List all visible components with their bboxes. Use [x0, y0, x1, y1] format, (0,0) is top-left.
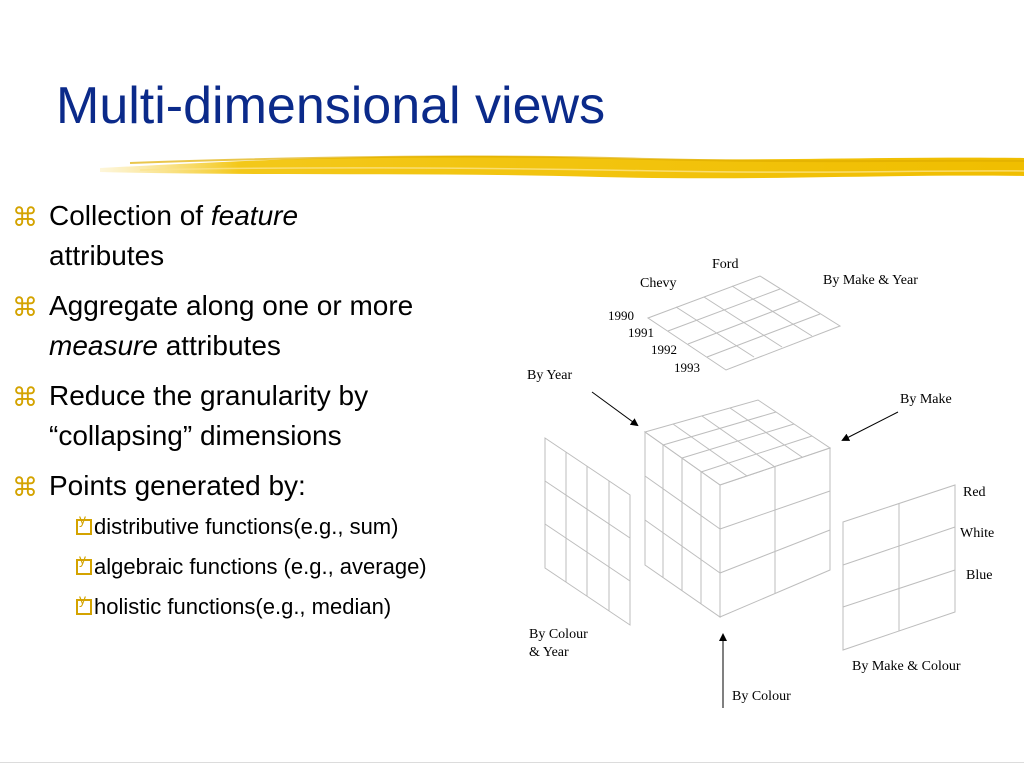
sub-bullet-text: algebraic functions (e.g., average)	[94, 554, 427, 579]
command-bullet-icon: ⌘	[12, 202, 38, 232]
bullet-emphasis: measure	[49, 330, 158, 361]
command-bullet-icon: ⌘	[12, 472, 38, 502]
sub-bullet-text: distributive functions(e.g., sum)	[94, 514, 399, 539]
year-label-1993: 1993	[674, 360, 700, 375]
checkbox-bullet-icon: y	[76, 599, 92, 615]
bullet-text: Aggregate along one or more	[49, 290, 414, 321]
slide-title: Multi-dimensional views	[56, 77, 606, 135]
make-label-ford: Ford	[712, 257, 739, 272]
left-plane-grid	[545, 438, 630, 625]
year-label-1990: 1990	[608, 308, 634, 323]
command-bullet-icon: ⌘	[12, 382, 38, 412]
left-plane-caption-line2: & Year	[529, 645, 569, 660]
right-plane-grid	[843, 485, 955, 650]
top-plane-caption: By Make & Year	[823, 273, 918, 288]
bullet-text: Collection of	[49, 200, 211, 231]
sub-bullet-text: holistic functions(e.g., median)	[94, 594, 392, 619]
by-make-label: By Make	[900, 392, 952, 407]
year-label-1992: 1992	[651, 342, 677, 357]
command-bullet-icon: ⌘	[12, 292, 38, 322]
bullet-text: attributes	[157, 330, 281, 361]
checkbox-bullet-icon: y	[76, 519, 92, 535]
bullet-emphasis: feature	[210, 200, 299, 231]
by-year-label: By Year	[527, 368, 573, 383]
colour-label-red: Red	[963, 485, 986, 500]
bullet-text: Points generated by:	[49, 470, 306, 501]
year-label-1991: 1991	[628, 325, 654, 340]
main-cube-grid	[645, 400, 830, 617]
footer-divider	[0, 762, 1024, 763]
by-colour-label: By Colour	[732, 689, 791, 704]
left-plane-caption-line1: By Colour	[529, 627, 588, 642]
by-make-arrow	[843, 412, 898, 440]
bullet-text: attributes	[49, 240, 165, 271]
right-plane-caption: By Make & Colour	[852, 659, 961, 674]
colour-label-blue: Blue	[966, 568, 993, 583]
bullet-text: Reduce the granularity by “collapsing” dimensions	[49, 380, 369, 451]
checkbox-bullet-icon: y	[76, 559, 92, 575]
by-year-arrow	[592, 392, 637, 425]
colour-label-white: White	[960, 526, 995, 541]
make-label-chevy: Chevy	[640, 276, 677, 291]
